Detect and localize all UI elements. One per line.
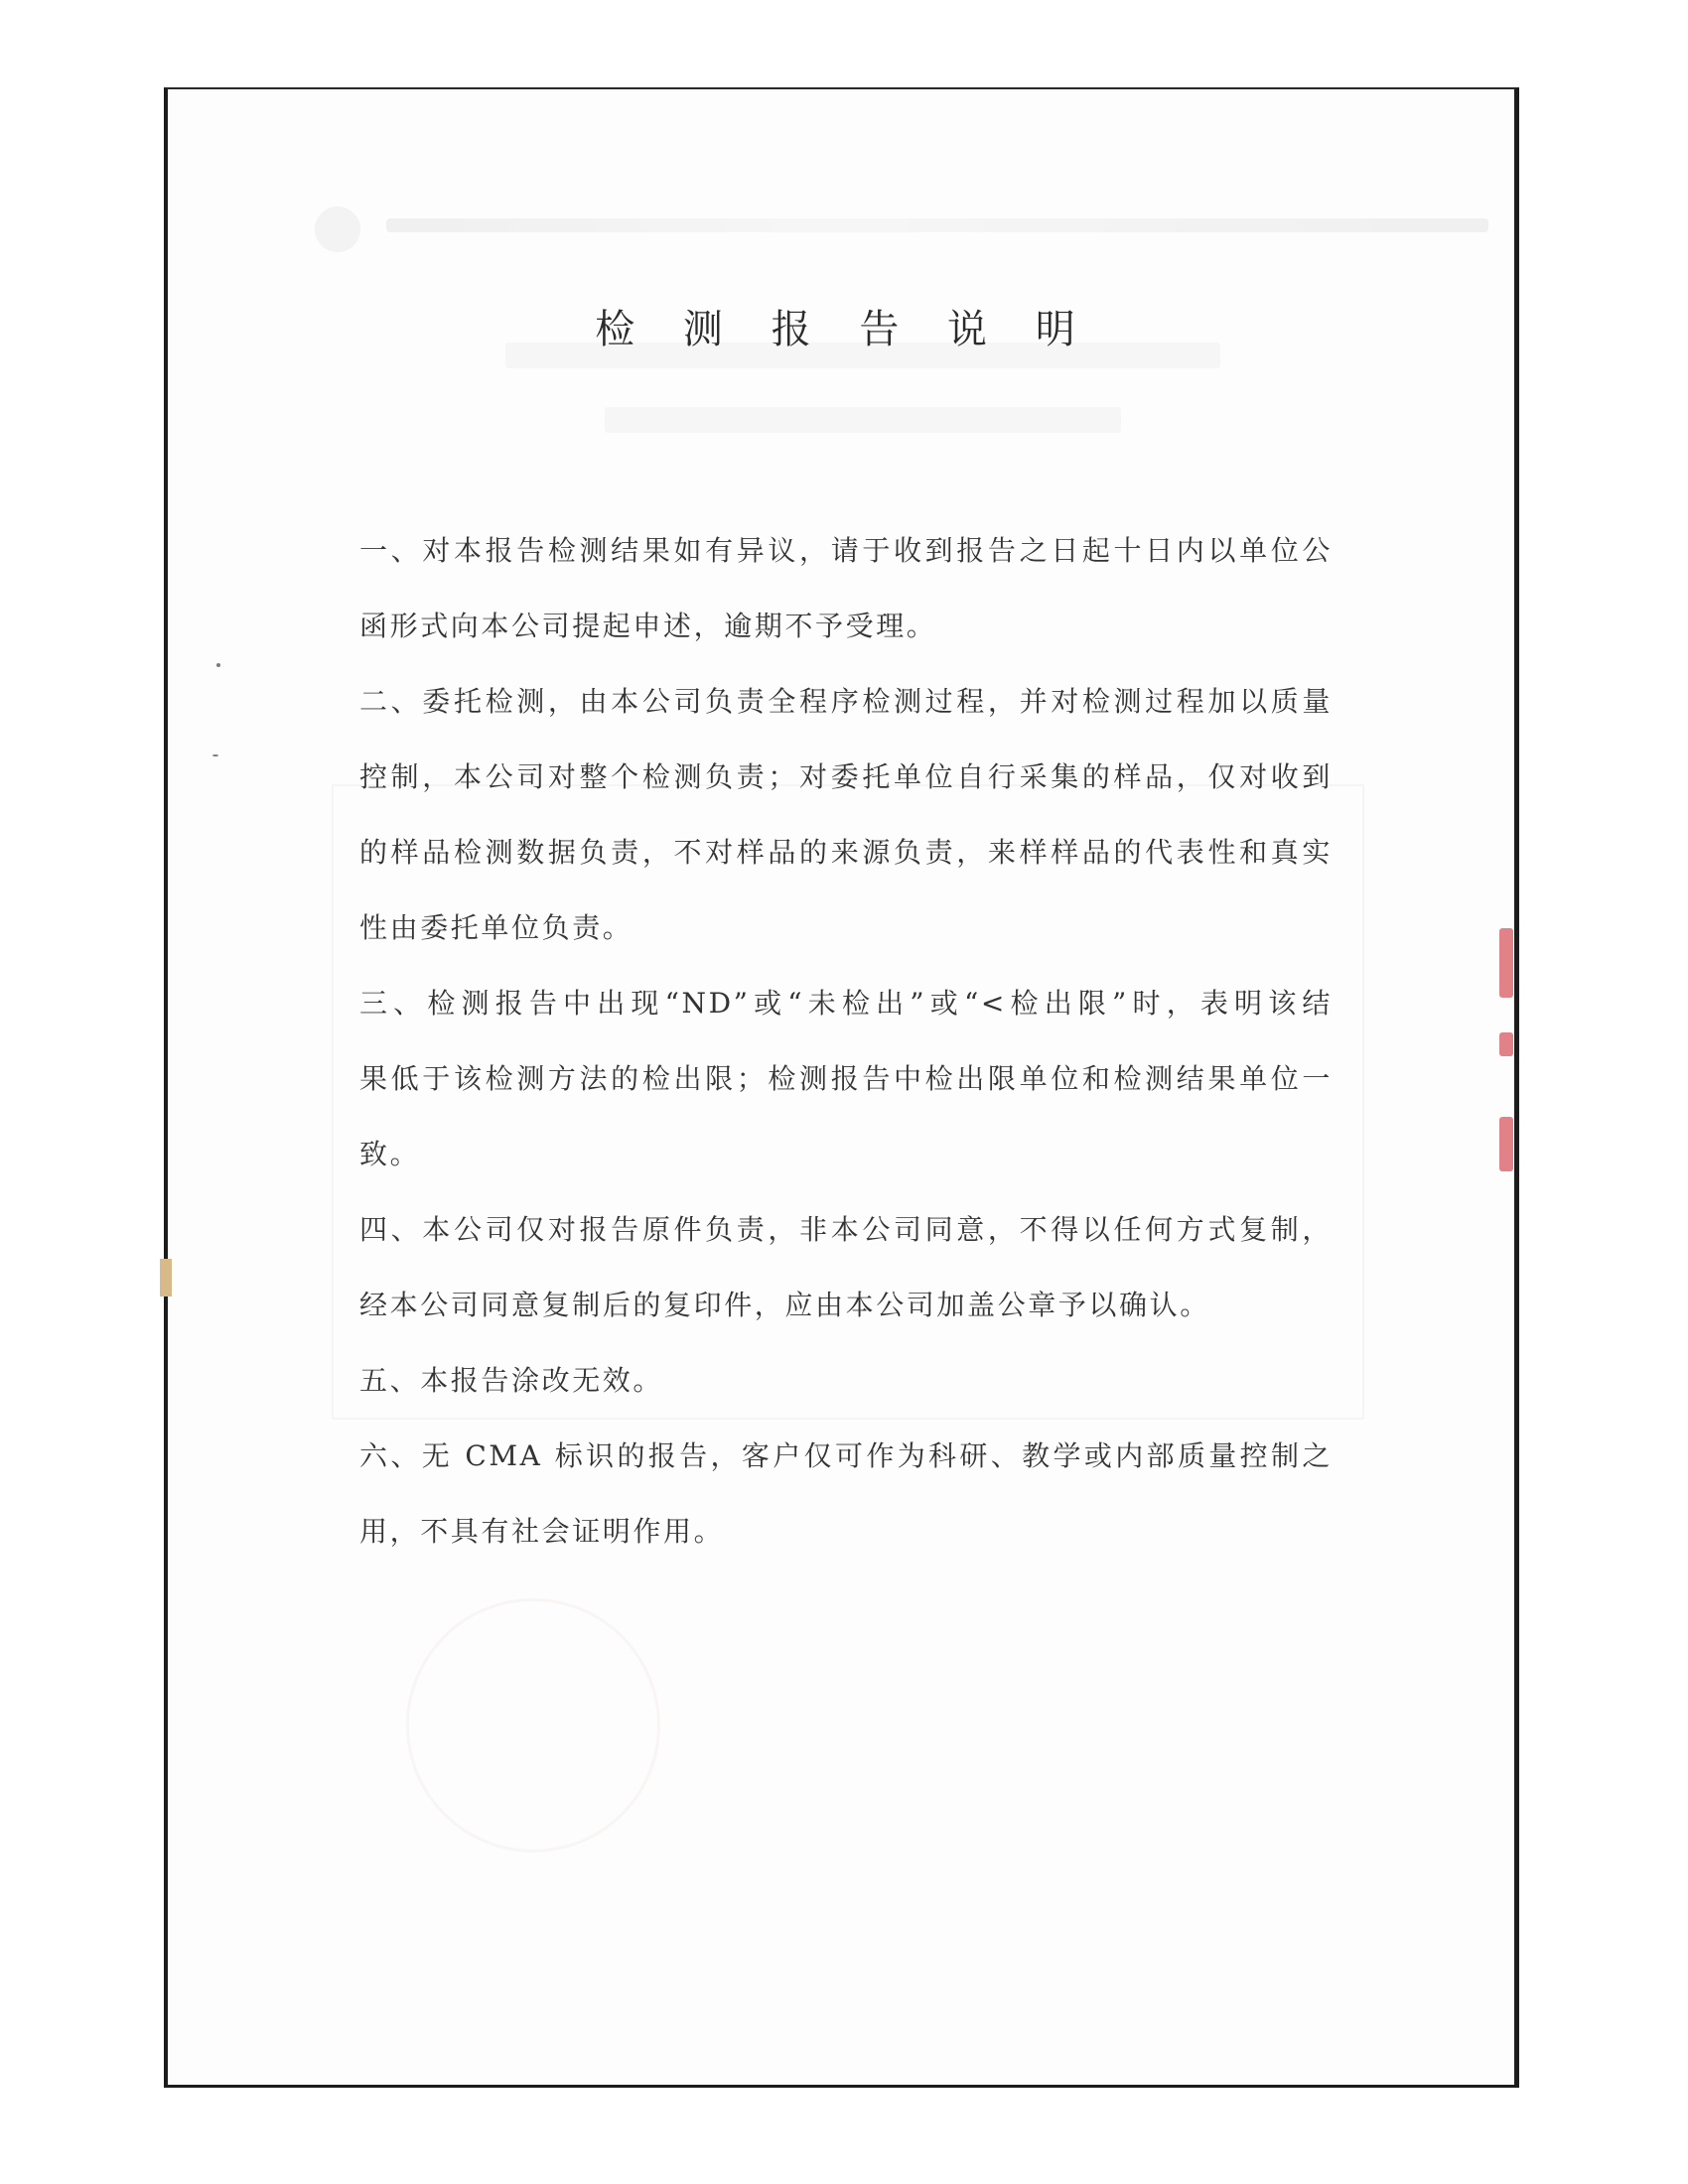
paragraph-line: 用，不具有社会证明作用。 xyxy=(359,1515,725,1548)
show-through-emblem xyxy=(315,206,360,252)
edge-stain xyxy=(160,1259,172,1297)
red-seal-edge-fragment xyxy=(1497,928,1519,1176)
paragraph-line: 的样品检测数据负责，不对样品的来源负责，来样样品的代表性和真实 xyxy=(359,836,1333,869)
paragraph-line: 六、无 CMA 标识的报告，客户仅可作为科研、教学或内部质量控制之 xyxy=(359,1439,1333,1472)
paragraph-line: 经本公司同意复制后的复印件，应由本公司加盖公章予以确认。 xyxy=(359,1289,1210,1321)
statement-body xyxy=(359,513,1333,1570)
paragraph-line: 性由委托单位负责。 xyxy=(359,911,633,944)
page-title: 检 测 报 告 说 明 xyxy=(595,307,1093,352)
paragraph-line: 函形式向本公司提起申述，逾期不予受理。 xyxy=(359,610,937,642)
paragraph-line: 三、检测报告中出现“ND”或“未检出”或“<检出限”时，表明该结 xyxy=(359,987,1333,1020)
paragraph-line: 一、对本报告检测结果如有异议，请于收到报告之日起十日内以单位公 xyxy=(359,534,1333,567)
paragraph-line: 五、本报告涂改无效。 xyxy=(359,1364,664,1397)
paragraph-line: 果低于该检测方法的检出限；检测报告中检出限单位和检测结果单位一 xyxy=(359,1062,1333,1095)
show-through-line xyxy=(605,407,1121,433)
paragraph-line: 控制，本公司对整个检测负责；对委托单位自行采集的样品，仅对收到 xyxy=(359,760,1333,793)
show-through-header xyxy=(386,218,1488,232)
scan-speck xyxy=(212,754,218,756)
paragraph-line: 四、本公司仅对报告原件负责，非本公司同意，不得以任何方式复制， xyxy=(359,1213,1333,1246)
paragraph-line: 二、委托检测，由本公司负责全程序检测过程，并对检测过程加以质量 xyxy=(359,685,1333,718)
paragraph-line: 致。 xyxy=(359,1138,421,1170)
show-through-seal xyxy=(406,1598,660,1852)
scan-speck xyxy=(216,663,220,667)
